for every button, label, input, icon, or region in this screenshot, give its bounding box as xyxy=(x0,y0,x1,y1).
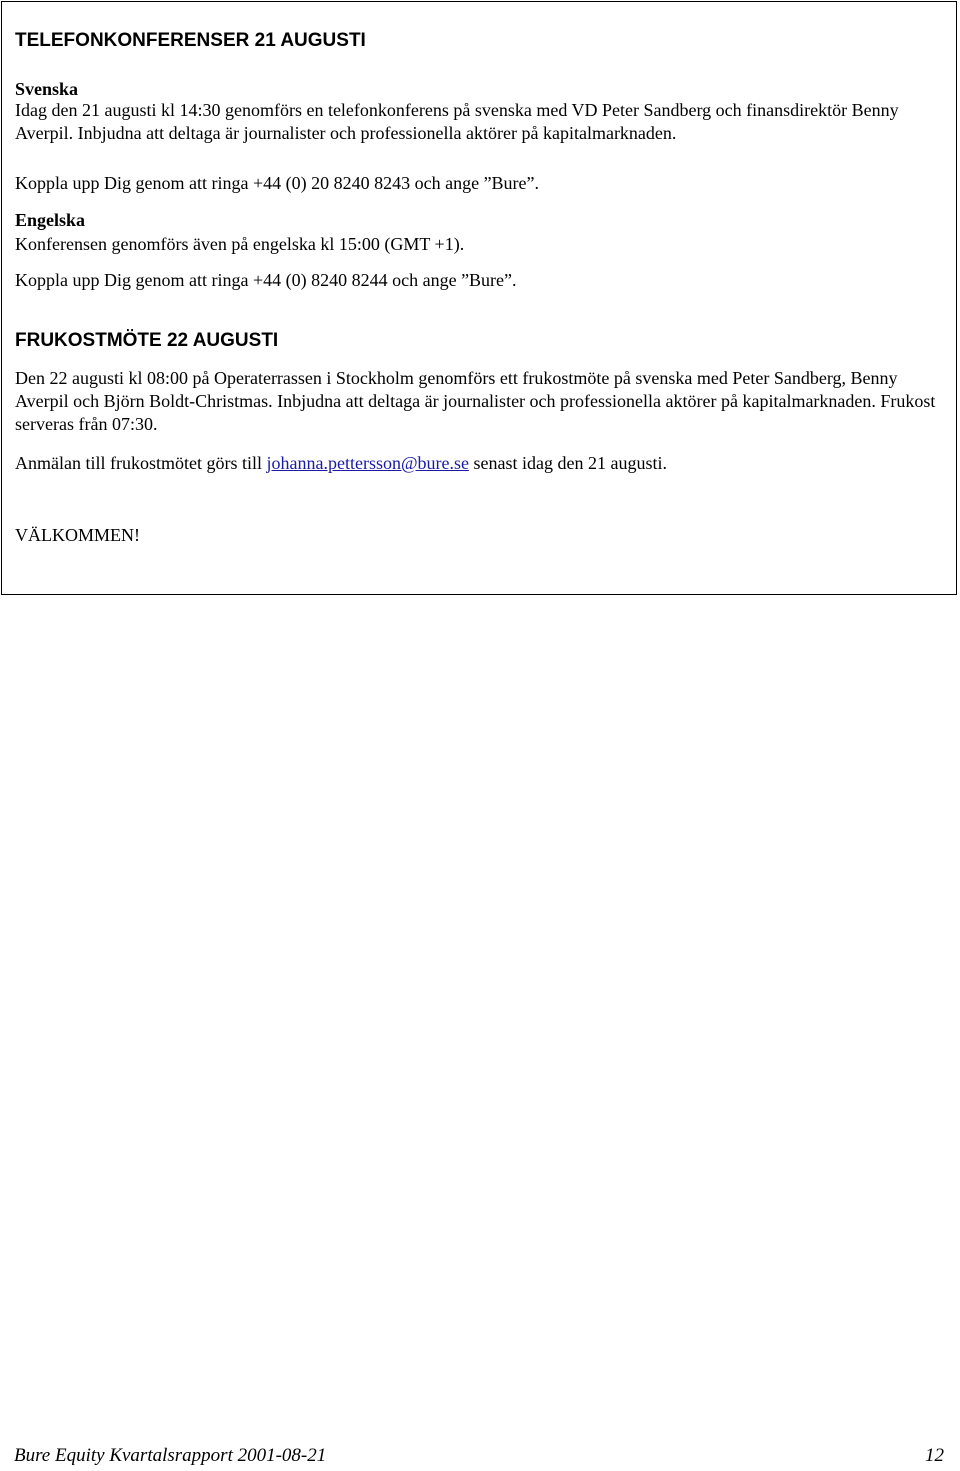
english-dial-in: Koppla upp Dig genom att ringa +44 (0) 8240 8244 och ange ”Bure”. xyxy=(15,270,517,290)
english-subheading: Engelska xyxy=(15,210,86,230)
swedish-dial-in: Koppla upp Dig genom att ringa +44 (0) 20 8240 8243 och ange ”Bure”. xyxy=(15,173,540,193)
conference-heading: TELEFONKONFERENSER 21 AUGUSTI xyxy=(15,30,366,51)
invitation-box xyxy=(1,1,957,595)
welcome-text: VÄLKOMMEN! xyxy=(15,525,140,545)
footer-report-title: Bure Equity Kvartalsrapport 2001-08-21 xyxy=(14,1445,327,1466)
breakfast-heading: FRUKOSTMÖTE 22 AUGUSTI xyxy=(15,330,279,351)
swedish-paragraph: Idag den 21 augusti kl 14:30 genomförs en telefonkonferens på svenska med VD Peter Sandberg och finansdirektör Benny Averpil. Inbjudna att deltaga är journalister och professionella aktörer på kapitalmarknaden. xyxy=(15,100,899,143)
english-paragraph: Konferensen genomförs även på engelska kl 15:00 (GMT +1). xyxy=(15,234,465,254)
signup-line xyxy=(15,452,667,474)
footer-page-number: 12 xyxy=(925,1445,944,1466)
swedish-subheading: Svenska xyxy=(15,79,79,99)
signup-prefix: Anmälan till frukostmötet görs till xyxy=(15,453,262,473)
breakfast-paragraph: Den 22 augusti kl 08:00 på Operaterrassen i Stockholm genomförs ett frukostmöte på svenska med Peter Sandberg, Benny Averpil och Björn Boldt-Christmas. Inbjudna att deltaga är journalister och professionella aktörer på kapitalmarknaden. Frukost serveras från 07:30. xyxy=(15,368,936,434)
signup-suffix: senast idag den 21 augusti. xyxy=(473,453,667,473)
email-link[interactable]: johanna.pettersson@bure.se xyxy=(266,453,470,473)
